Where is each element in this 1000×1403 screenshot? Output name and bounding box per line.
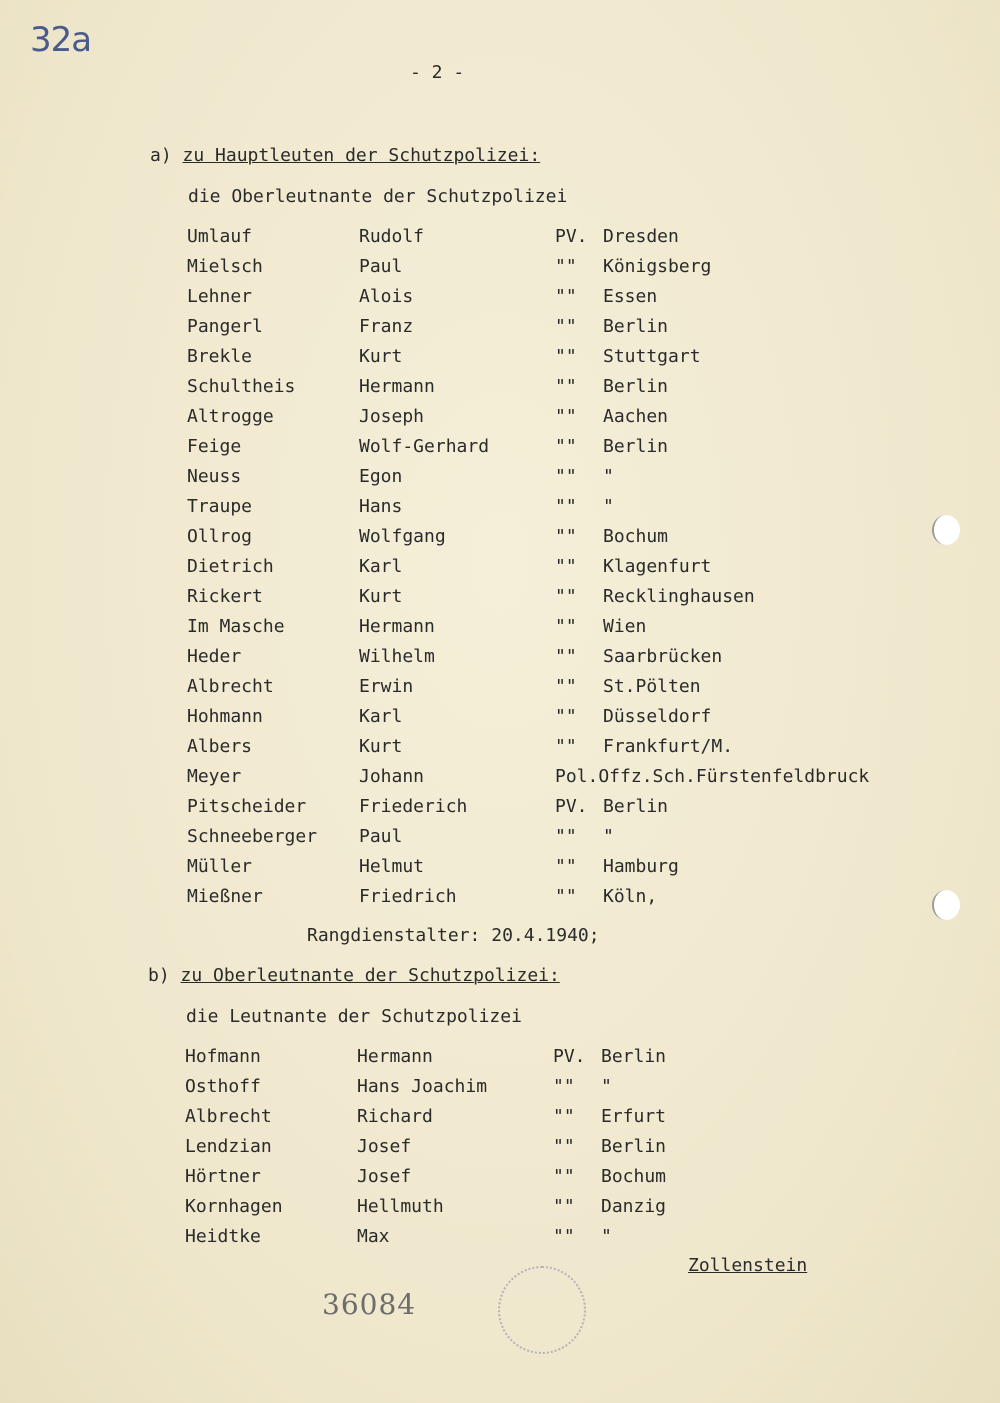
- office-code: "": [555, 886, 577, 907]
- city-name: Saarbrücken: [603, 646, 723, 667]
- section-b-heading: [148, 965, 560, 986]
- office-code: "": [555, 736, 577, 757]
- city-name: Berlin: [601, 1136, 667, 1157]
- office-code: "": [555, 496, 577, 517]
- last-name: Heder: [187, 646, 242, 667]
- city-name: Frankfurt/M.: [603, 736, 734, 757]
- city-name: Aachen: [603, 406, 669, 427]
- office-code: PV.: [555, 226, 588, 247]
- section-a-heading: [150, 145, 540, 166]
- first-name: Hermann: [357, 1046, 433, 1067]
- last-name: Hofmann: [185, 1046, 261, 1067]
- first-name: Josef: [357, 1166, 412, 1187]
- section-b-subtitle: die Leutnante der Schutzpolizei: [186, 1006, 522, 1027]
- office-code: "": [555, 346, 577, 367]
- office-code: "": [555, 256, 577, 277]
- last-name: Im Masche: [187, 616, 285, 637]
- city-name: Berlin: [603, 316, 669, 337]
- city-name: Berlin: [603, 796, 669, 817]
- last-name: Kornhagen: [185, 1196, 283, 1217]
- last-name: Albers: [187, 736, 253, 757]
- office-code: "": [555, 526, 577, 547]
- last-name: Mielsch: [187, 256, 263, 277]
- archive-stamp: [498, 1266, 586, 1354]
- first-name: Kurt: [359, 736, 403, 757]
- city-name: ": [601, 1076, 612, 1097]
- city-name: Berlin: [601, 1046, 667, 1067]
- last-name: Lendzian: [185, 1136, 272, 1157]
- office-code: "": [555, 376, 577, 397]
- office-code: PV.: [553, 1046, 586, 1067]
- first-name: Friederich: [359, 796, 468, 817]
- city-name: Köln,: [603, 886, 658, 907]
- first-name: Wolfgang: [359, 526, 446, 547]
- office-code: "": [553, 1076, 575, 1097]
- first-name: Hermann: [359, 616, 435, 637]
- city-name: Düsseldorf: [603, 706, 712, 727]
- rank-date: Rangdienstalter: 20.4.1940;: [307, 925, 600, 946]
- first-name: Johann: [359, 766, 425, 787]
- last-name: Hörtner: [185, 1166, 261, 1187]
- city-name: Hamburg: [603, 856, 679, 877]
- first-name: Richard: [357, 1106, 433, 1127]
- city-name: Wien: [603, 616, 647, 637]
- first-name: Alois: [359, 286, 414, 307]
- first-name: Max: [357, 1226, 390, 1247]
- last-name: Albrecht: [185, 1106, 272, 1127]
- city-name: Dresden: [603, 226, 679, 247]
- punch-hole-top: [932, 515, 960, 545]
- first-name: Hermann: [359, 376, 435, 397]
- last-name: Dietrich: [187, 556, 274, 577]
- last-name: Umlauf: [187, 226, 253, 247]
- city-name: ": [603, 826, 614, 847]
- punch-hole-bottom: [932, 890, 960, 920]
- first-name: Helmut: [359, 856, 425, 877]
- city-name: Danzig: [601, 1196, 667, 1217]
- last-name: Heidtke: [185, 1226, 261, 1247]
- first-name: Hans: [359, 496, 403, 517]
- first-name: Wolf-Gerhard: [359, 436, 490, 457]
- signature: Zollenstein: [688, 1255, 808, 1276]
- office-code: "": [553, 1226, 575, 1247]
- first-name: Erwin: [359, 676, 414, 697]
- last-name: Neuss: [187, 466, 242, 487]
- city-name: Berlin: [603, 376, 669, 397]
- office-code: "": [555, 556, 577, 577]
- city-name: Bochum: [603, 526, 669, 547]
- section-a-marker: a): [150, 145, 172, 166]
- city-name: Klagenfurt: [603, 556, 712, 577]
- handwritten-note: 32a: [30, 20, 92, 60]
- section-a-subtitle: die Oberleutnante der Schutzpolizei: [188, 186, 568, 207]
- office-code: "": [555, 466, 577, 487]
- city-name: Bochum: [601, 1166, 667, 1187]
- city-name: St.Pölten: [603, 676, 701, 697]
- last-name: Lehner: [187, 286, 253, 307]
- first-name: Kurt: [359, 346, 403, 367]
- city-name: Essen: [603, 286, 658, 307]
- office-code: "": [553, 1166, 575, 1187]
- last-name: Altrogge: [187, 406, 274, 427]
- last-name: Pitscheider: [187, 796, 307, 817]
- city-name: ": [603, 466, 614, 487]
- section-a-title: zu Hauptleuten der Schutzpolizei:: [182, 145, 541, 166]
- first-name: Hellmuth: [357, 1196, 444, 1217]
- last-name: Albrecht: [187, 676, 274, 697]
- office-code: Pol.Offz.Sch.Fürstenfeldbruck: [555, 766, 870, 787]
- first-name: Kurt: [359, 586, 403, 607]
- first-name: Hans Joachim: [357, 1076, 488, 1097]
- last-name: Hohmann: [187, 706, 263, 727]
- office-code: "": [555, 286, 577, 307]
- first-name: Rudolf: [359, 226, 425, 247]
- last-name: Schneeberger: [187, 826, 318, 847]
- first-name: Wilhelm: [359, 646, 435, 667]
- first-name: Karl: [359, 556, 403, 577]
- office-code: "": [553, 1106, 575, 1127]
- last-name: Brekle: [187, 346, 253, 367]
- page-number: - 2 -: [410, 62, 465, 83]
- last-name: Ollrog: [187, 526, 253, 547]
- first-name: Paul: [359, 256, 403, 277]
- office-code: "": [555, 856, 577, 877]
- office-code: "": [555, 586, 577, 607]
- last-name: Osthoff: [185, 1076, 261, 1097]
- city-name: Recklinghausen: [603, 586, 755, 607]
- first-name: Joseph: [359, 406, 425, 427]
- last-name: Traupe: [187, 496, 253, 517]
- office-code: "": [555, 646, 577, 667]
- first-name: Friedrich: [359, 886, 457, 907]
- city-name: ": [603, 496, 614, 517]
- section-b-title: zu Oberleutnante der Schutzpolizei:: [180, 965, 560, 986]
- last-name: Pangerl: [187, 316, 263, 337]
- archive-number: 36084: [322, 1288, 417, 1321]
- last-name: Meyer: [187, 766, 242, 787]
- office-code: "": [553, 1196, 575, 1217]
- first-name: Karl: [359, 706, 403, 727]
- last-name: Müller: [187, 856, 253, 877]
- first-name: Paul: [359, 826, 403, 847]
- city-name: Königsberg: [603, 256, 712, 277]
- last-name: Feige: [187, 436, 242, 457]
- office-code: "": [555, 676, 577, 697]
- office-code: "": [553, 1136, 575, 1157]
- office-code: PV.: [555, 796, 588, 817]
- first-name: Egon: [359, 466, 403, 487]
- office-code: "": [555, 436, 577, 457]
- first-name: Josef: [357, 1136, 412, 1157]
- office-code: "": [555, 316, 577, 337]
- last-name: Mießner: [187, 886, 263, 907]
- last-name: Schultheis: [187, 376, 296, 397]
- city-name: Berlin: [603, 436, 669, 457]
- office-code: "": [555, 406, 577, 427]
- city-name: Erfurt: [601, 1106, 667, 1127]
- first-name: Franz: [359, 316, 414, 337]
- last-name: Rickert: [187, 586, 263, 607]
- city-name: ": [601, 1226, 612, 1247]
- office-code: "": [555, 616, 577, 637]
- office-code: "": [555, 706, 577, 727]
- city-name: Stuttgart: [603, 346, 701, 367]
- office-code: "": [555, 826, 577, 847]
- section-b-marker: b): [148, 965, 170, 986]
